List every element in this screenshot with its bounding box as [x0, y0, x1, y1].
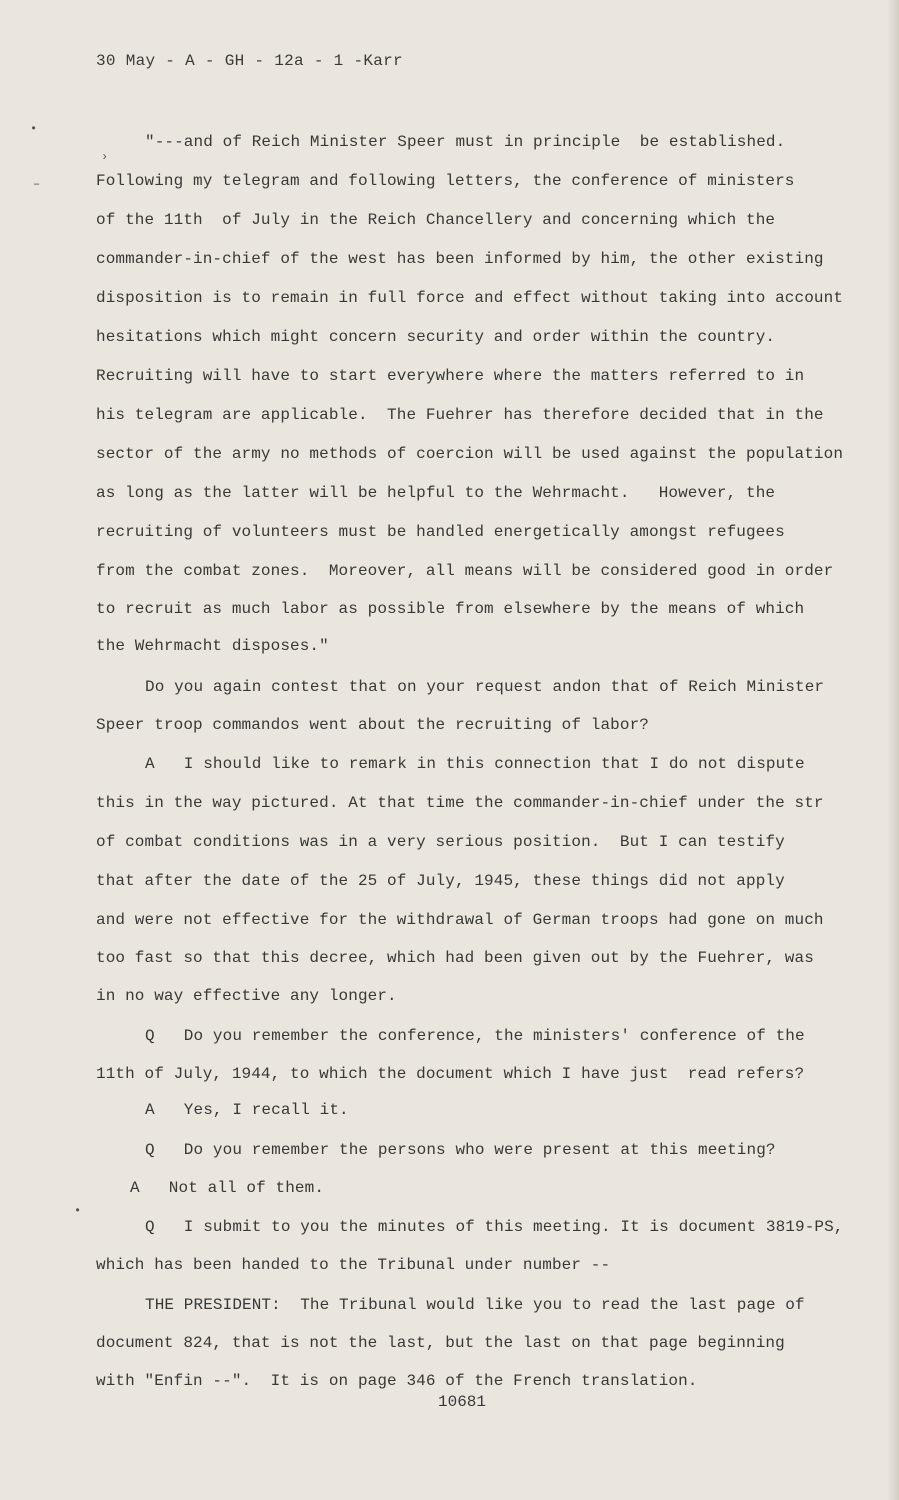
- margin-dash: –: [33, 177, 41, 191]
- president-line-2: document 824, that is not the last, but the last on that page beginning: [96, 1334, 785, 1352]
- question-line-1: Do you again contest that on your request andon that of Reich Minister: [145, 678, 825, 696]
- text-line-14: the Wehrmacht disposes.": [96, 637, 329, 655]
- answer-line-6: too fast so that this decree, which had been given out by the Fuehrer, was: [96, 949, 814, 967]
- text-line-6: hesitations which might concern security and order within the country.: [96, 328, 776, 346]
- question-line-5: Q Do you remember the persons who were present at this meeting?: [145, 1141, 776, 1159]
- text-line-3: of the 11th of July in the Reich Chancellery and concerning which the: [96, 211, 776, 229]
- text-line-1: "---and of Reich Minister Speer must in principle be established.: [145, 133, 786, 151]
- answer-line-2: this in the way pictured. At that time the commander-in-chief under the str: [96, 794, 824, 812]
- margin-dot: •: [30, 122, 38, 136]
- text-line-10: as long as the latter will be helpful to the Wehrmacht. However, the: [96, 484, 776, 502]
- text-line-4: commander-in-chief of the west has been informed by him, the other existing: [96, 250, 824, 268]
- text-line-12: from the combat zones. Moreover, all means will be considered good in order: [96, 562, 834, 580]
- page-header: 30 May - A - GH - 12a - 1 -Karr: [96, 52, 403, 70]
- text-line-5: disposition is to remain in full force and effect without taking into account: [96, 289, 844, 307]
- answer-line-4: that after the date of the 25 of July, 1945, these things did not apply: [96, 872, 785, 890]
- answer-line-1: A I should like to remark in this connection that I do not dispute: [145, 755, 805, 773]
- question-line-2: Speer troop commandos went about the recruiting of labor?: [96, 716, 649, 734]
- margin-tick: ›: [101, 150, 109, 164]
- answer-line-3: of combat conditions was in a very serious position. But I can testify: [96, 833, 785, 851]
- president-line-1: THE PRESIDENT: The Tribunal would like you to read the last page of: [145, 1296, 805, 1314]
- margin-dot: •: [74, 1204, 82, 1218]
- text-line-2: Following my telegram and following letters, the conference of ministers: [96, 172, 795, 190]
- question-line-3: Q Do you remember the conference, the ministers' conference of the: [145, 1027, 805, 1045]
- text-line-13: to recruit as much labor as possible from elsewhere by the means of which: [96, 600, 805, 618]
- question-line-7: which has been handed to the Tribunal under number --: [96, 1256, 611, 1274]
- text-line-9: sector of the army no methods of coercion will be used against the population: [96, 445, 844, 463]
- text-line-8: his telegram are applicable. The Fuehrer has therefore decided that in the: [96, 406, 824, 424]
- answer-line-8: A Yes, I recall it.: [145, 1101, 349, 1119]
- text-line-11: recruiting of volunteers must be handled energetically amongst refugees: [96, 523, 785, 541]
- president-line-3: with "Enfin --". It is on page 346 of the French translation.: [96, 1372, 698, 1390]
- text-line-7: Recruiting will have to start everywhere where the matters referred to in: [96, 367, 805, 385]
- answer-line-9: A Not all of them.: [130, 1179, 325, 1197]
- question-line-4: 11th of July, 1944, to which the document which I have just read refers?: [96, 1065, 805, 1083]
- answer-line-7: in no way effective any longer.: [96, 987, 397, 1005]
- page-number: 10681: [438, 1393, 487, 1411]
- answer-line-5: and were not effective for the withdrawal of German troops had gone on much: [96, 911, 824, 929]
- question-line-6: Q I submit to you the minutes of this meeting. It is document 3819-PS,: [145, 1218, 844, 1236]
